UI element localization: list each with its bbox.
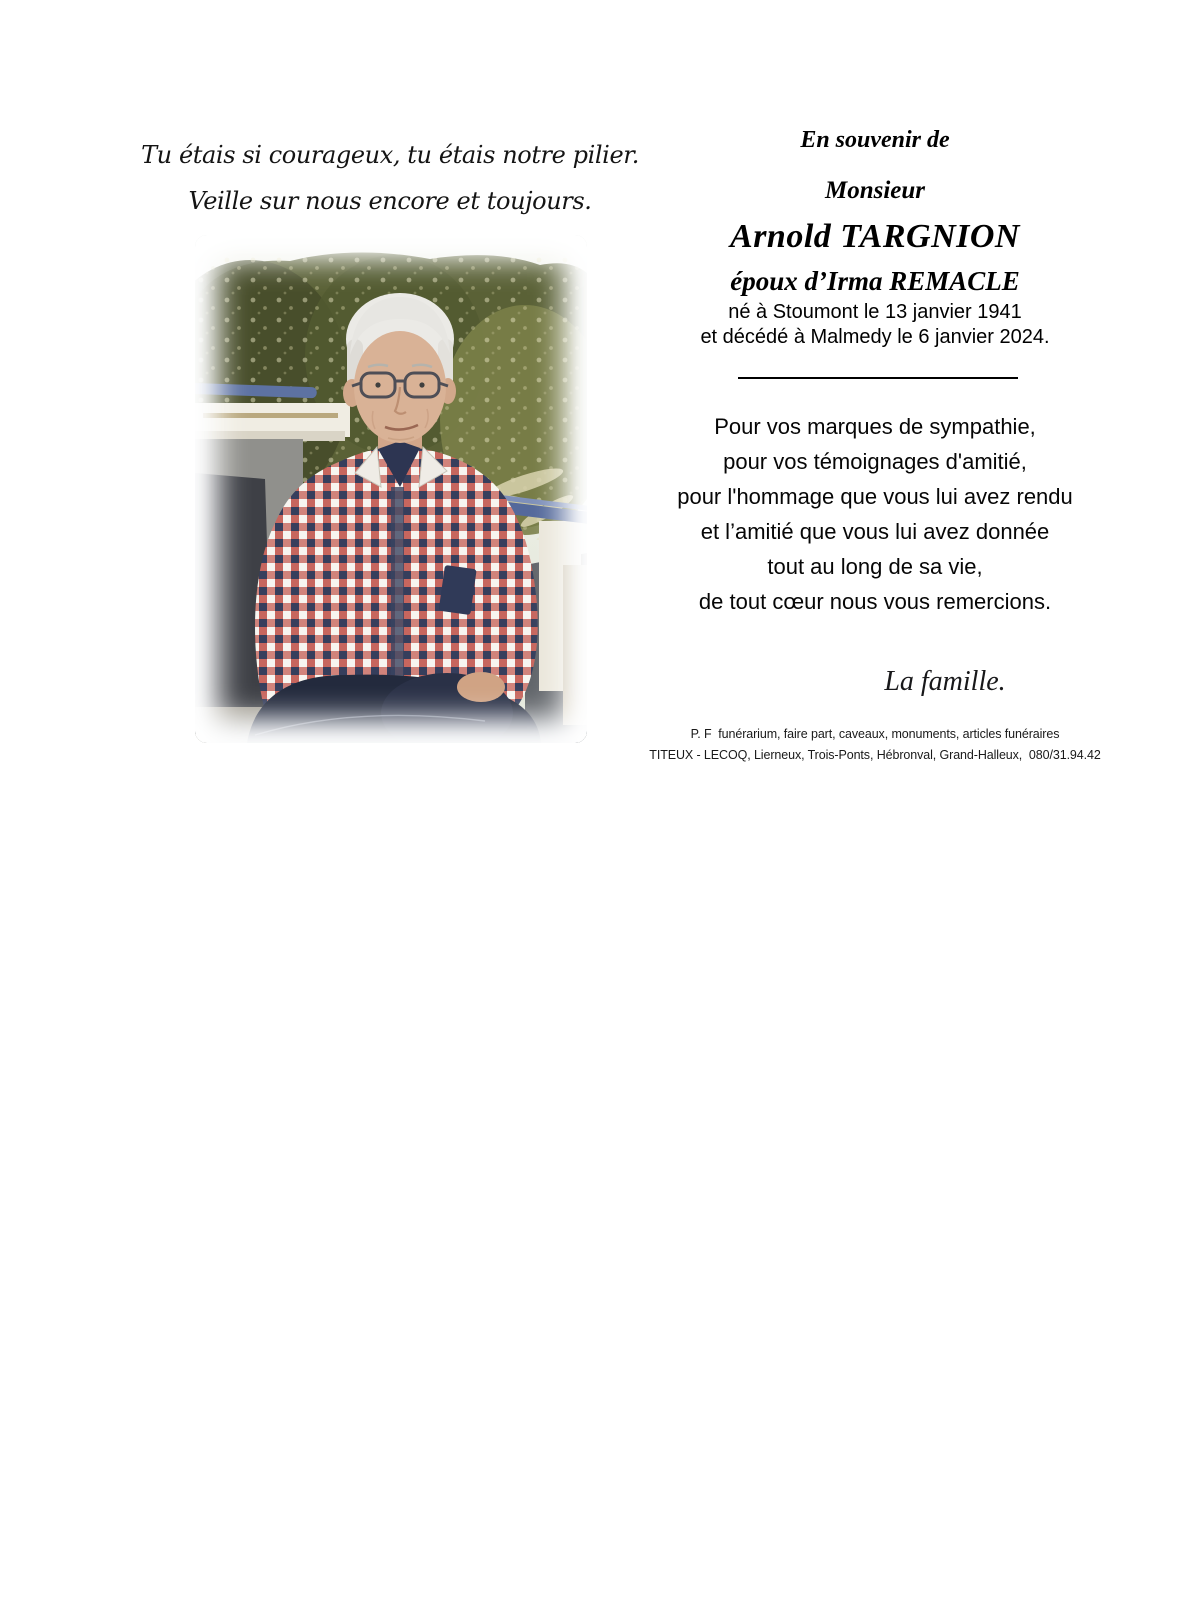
thanks-line: Pour vos marques de sympathie,: [714, 414, 1036, 439]
thanks-line: et l’amitié que vous lui avez donnée: [700, 519, 1050, 544]
thanks-line: pour l'hommage que vous lui avez rendu: [677, 484, 1073, 509]
thanks-line: tout au long de sa vie,: [767, 554, 983, 579]
quote-line-2: Veille sur nous encore et toujours.: [188, 187, 592, 215]
thanks-line: de tout cœur nous vous remercions.: [698, 589, 1052, 614]
thanks-paragraph: [645, 409, 1105, 619]
deceased-name: Arnold TARGNION: [730, 218, 1020, 255]
quote-block: [128, 138, 652, 218]
death-line: et décédé à Malmedy le 6 janvier 2024.: [700, 326, 1050, 348]
birth-line: né à Stoumont le 13 janvier 1941: [728, 301, 1022, 323]
salutation-line: Monsieur: [824, 177, 926, 204]
footer-line-1: P. F funérarium, faire part, caveaux, monuments, articles funéraires: [690, 727, 1060, 741]
funeral-home-footer: [615, 726, 1135, 764]
quote-line-1: Tu étais si courageux, tu étais notre pilier.: [141, 141, 639, 169]
memorial-photo: [195, 235, 587, 743]
spouse-line: époux d’Irma REMACLE: [730, 266, 1020, 296]
divider-line: [738, 377, 1018, 379]
signature-line: La famille.: [884, 666, 1006, 697]
memorial-photo-illustration: [195, 235, 587, 743]
intro-line: En souvenir de: [800, 127, 950, 153]
footer-line-2: TITEUX - LECOQ, Lierneux, Trois-Ponts, Hébronval, Grand-Halleux, 080/31.94.42: [649, 748, 1101, 762]
thanks-line: pour vos témoignages d'amitié,: [723, 449, 1027, 474]
